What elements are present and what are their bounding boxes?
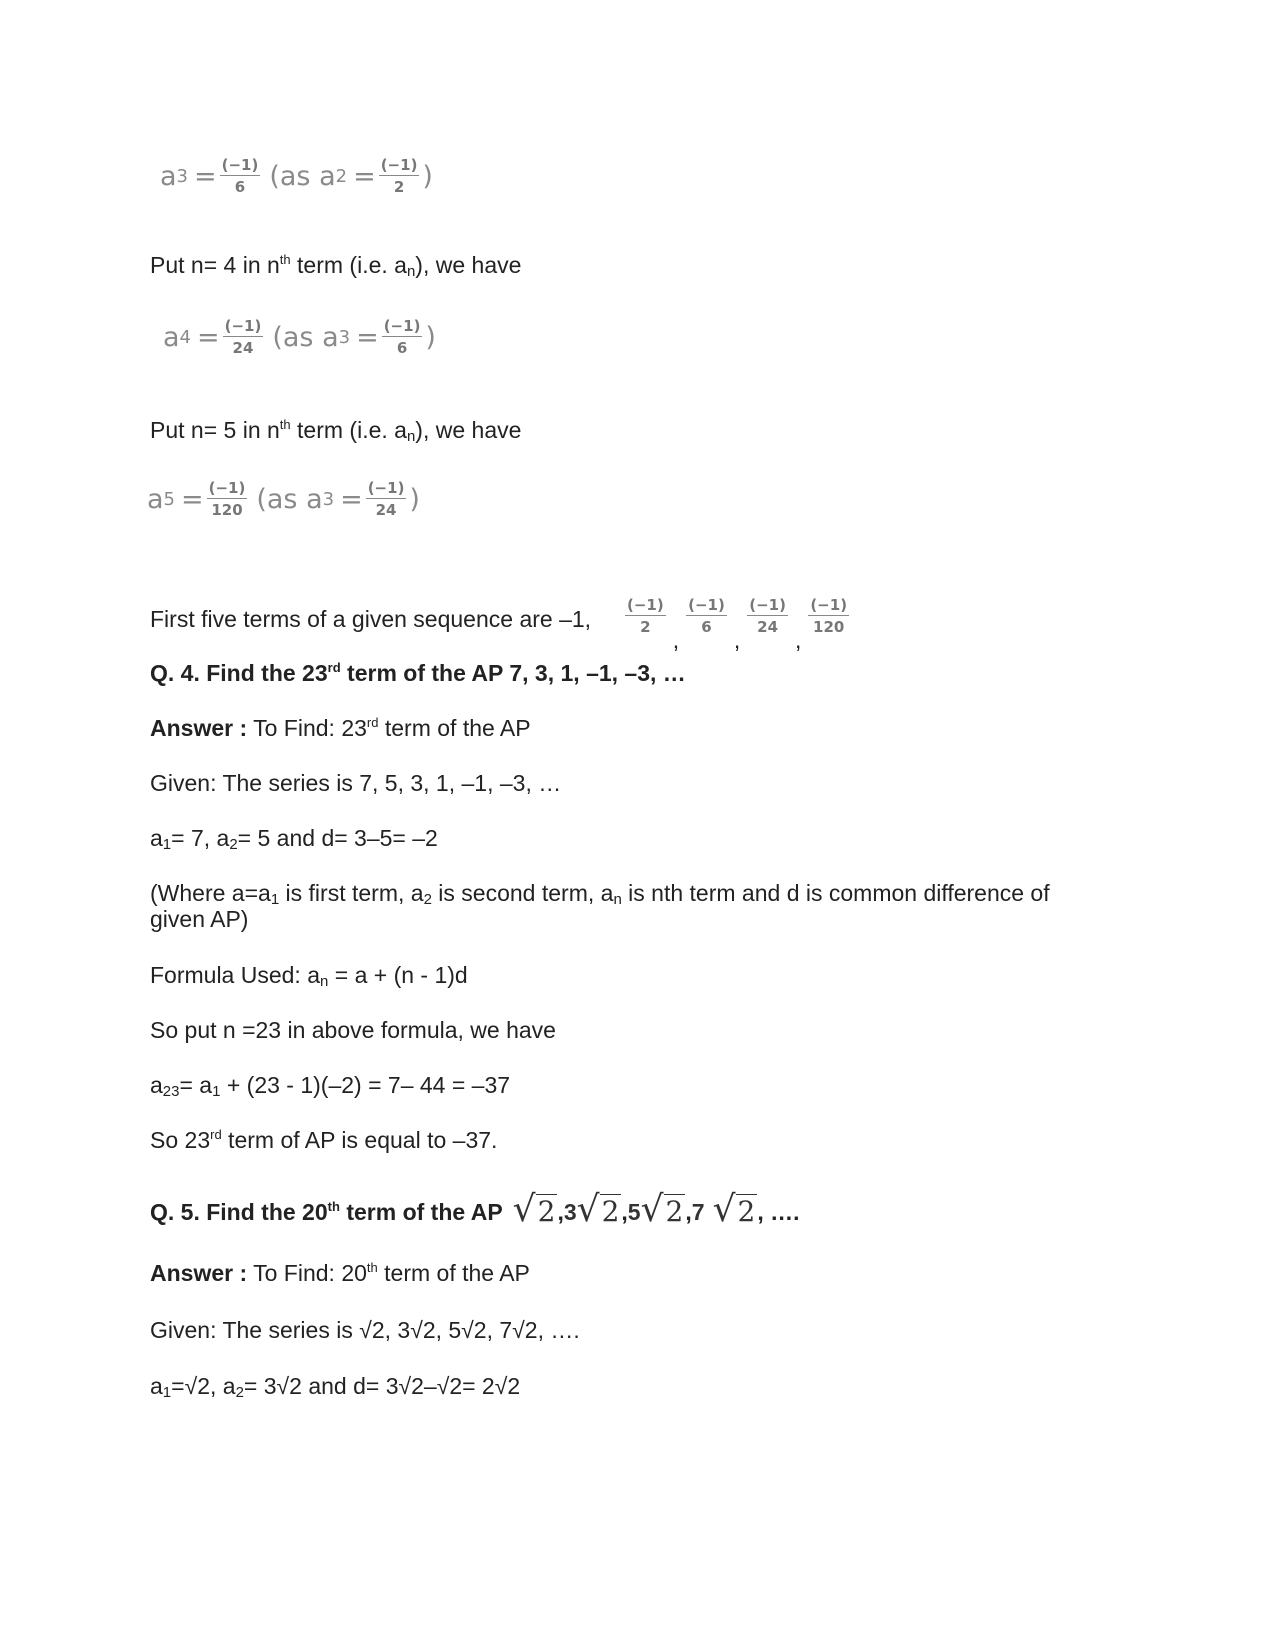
q4-result: So 23rd term of AP is equal to –37. bbox=[150, 1127, 498, 1153]
fraction: $\frac{(-1)}{24}$ bbox=[749, 596, 786, 636]
first-five-text: First five terms of a given sequence are –1, bbox=[150, 606, 592, 632]
sqrt-term: 7 bbox=[691, 1199, 705, 1225]
q4-put: So put n =23 in above formula, we have bbox=[150, 1017, 556, 1043]
question-4: Q. 4. Find the 23rd term of the AP 7, 3, 1, –1, –3, … bbox=[150, 660, 686, 686]
equation-a4: a 4 = $\frac{(-1)}{24}$ (as a 3 = $\frac{(-1)}{6}$ ) bbox=[163, 317, 436, 357]
fraction: $\frac{(-1)}{24}$ bbox=[367, 479, 405, 519]
q4-calc: $a_{23}= a_1 + (23 - 1)(-2) = 7-$ 44 = –37 bbox=[150, 1072, 511, 1100]
q5-given: Given: The series is √2, 3√2, 5√2, 7√2, …. bbox=[150, 1317, 580, 1343]
sqrt-term: 5 bbox=[627, 1199, 641, 1225]
equation-a3: a 3 = $\frac{(-1)}{6}$ (as a 2 = $\frac{(-1)}{2}$ ) bbox=[160, 156, 433, 196]
fraction: $\frac{(-1)}{6}$ bbox=[221, 156, 259, 196]
q4-where: (Where $a=a_1$ is first term, $a_2$ is second term, $a_n$ is nth term and d is common difference of given AP) bbox=[150, 880, 1050, 932]
fraction: $\frac{(-1)}{2}$ bbox=[380, 156, 418, 196]
put-n5-text: Put n= 5 in $n^{th}$ term (i.e. $a_n$), we have bbox=[150, 417, 522, 445]
sqrt-term: 3 bbox=[563, 1199, 577, 1225]
fraction: $\frac{(-1)}{6}$ bbox=[688, 596, 725, 636]
q4-given: Given: The series is 7, 5, 3, 1, –1, –3, … bbox=[150, 770, 562, 796]
fraction: $\frac{(-1)}{120}$ bbox=[810, 596, 848, 636]
q5-values: $a_1=√2$, $a_2= 3√2$ and d= 3√2–√2= 2√2 bbox=[150, 1373, 521, 1401]
sqrt-term: √2 bbox=[512, 1189, 556, 1230]
q4-values: $a_1= 7$, $a_2= 5$ and d= 3–5= –2 bbox=[150, 825, 438, 853]
equation-a5: a 5 = $\frac{(-1)}{120}$ (as a 3 = $\frac{(-1)}{24}$ ) bbox=[147, 479, 420, 519]
fraction: $\frac{(-1)}{24}$ bbox=[224, 317, 262, 357]
fraction: $\frac{(-1)}{2}$ bbox=[627, 596, 664, 636]
fraction: $\frac{(-1)}{6}$ bbox=[383, 317, 421, 357]
first-five-fractions: $\frac{(-1)}{2}$ , $\frac{(-1)}{6}$ , $\frac{(-1)}{24}$ , $\frac{(-1)}{120}$ bbox=[627, 596, 848, 653]
q5-answer: Answer : To Find: 20th term of the AP bbox=[150, 1260, 530, 1286]
put-n4-text: Put n= 4 in $n^{th}$ term (i.e. $a_n$), we have bbox=[150, 252, 522, 280]
q4-formula: Formula Used: $a_n = a + (n - 1)d$ bbox=[150, 962, 468, 990]
q4-answer: Answer : To Find: 23rd term of the AP bbox=[150, 715, 531, 741]
fraction: $\frac{(-1)}{120}$ bbox=[208, 479, 246, 519]
question-5: Q. 5. Find the 20th term of the AP √2 , 3 √2 , 5 √2 , 7 √2 , …. bbox=[150, 1189, 800, 1230]
